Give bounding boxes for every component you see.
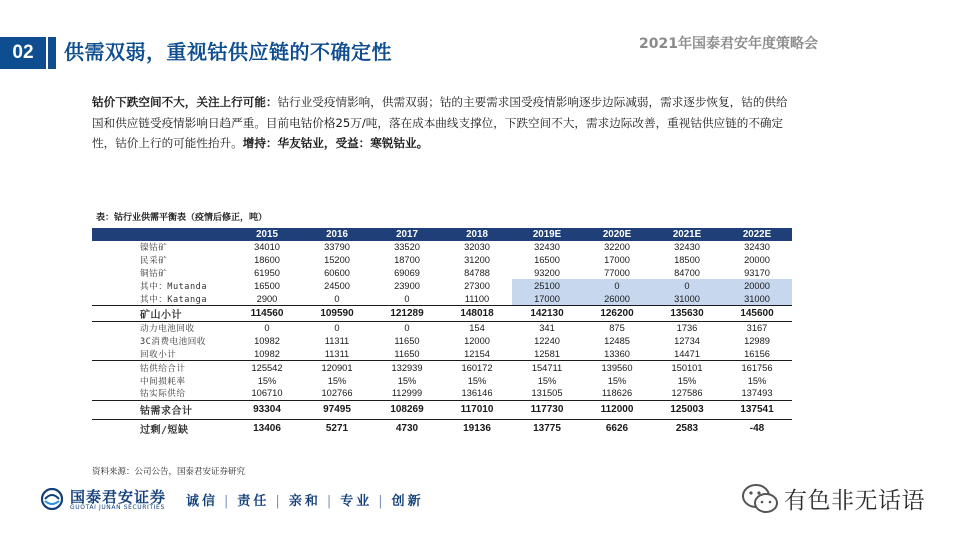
row-label: 过剩/短缺 — [92, 419, 232, 438]
table-cell: 11311 — [324, 348, 350, 359]
table-header-cell: 2020E — [582, 228, 652, 241]
table-cell: 148018 — [442, 305, 512, 321]
summary-paragraph — [92, 92, 792, 154]
motto-item: 亲和 — [288, 494, 321, 509]
table-cell: 154 — [442, 321, 512, 334]
table-cell: 32200 — [604, 242, 630, 253]
table-row — [92, 400, 792, 419]
table-cell: 15% — [257, 375, 277, 386]
table-cell: 18600 — [254, 255, 280, 266]
watermark-text: 有色非无话语 — [784, 488, 925, 514]
table-cell: 31000 — [722, 292, 792, 305]
table-row — [92, 241, 792, 254]
table-cell: 102766 — [321, 388, 353, 399]
table-cell: 15200 — [324, 255, 350, 266]
table-cell: 20000 — [722, 279, 792, 292]
table-header-cell: 2015 — [232, 228, 302, 241]
table-cell: 93304 — [232, 400, 302, 419]
table-cell: 139560 — [582, 361, 652, 374]
table-cell: 31200 — [464, 255, 490, 266]
row-label: 镍钴矿 — [140, 243, 168, 254]
table-cell: 16156 — [744, 348, 770, 359]
table-cell: 0 — [232, 321, 302, 334]
table-cell: 0 — [582, 279, 652, 292]
table-cell: 135630 — [652, 305, 722, 321]
table-cell: 20000 — [744, 255, 770, 266]
table-cell: 160172 — [442, 361, 512, 374]
table-cell: 10982 — [254, 336, 280, 347]
table-cell: 15% — [327, 375, 347, 386]
table-cell: 125542 — [232, 361, 302, 374]
table-row — [92, 387, 792, 400]
table-cell: 109590 — [302, 305, 372, 321]
brand-motto: 诚信 | 责任 | 亲和 | 专业 | 创新 — [186, 494, 424, 509]
row-label: 钴实际供给 — [140, 389, 186, 400]
row-label: 民采矿 — [140, 256, 168, 267]
table-row — [92, 279, 792, 292]
motto-item: 责任 — [237, 494, 270, 509]
table-cell: 118626 — [601, 388, 633, 399]
table-cell: 15% — [467, 375, 487, 386]
table-cell: 875 — [582, 321, 652, 334]
table-cell: 11311 — [324, 336, 350, 347]
table-cell: 69069 — [394, 267, 420, 278]
summary-body: 钴行业受疫情影响，供需双弱；钴的主要需求国受疫情影响逐步边际减弱，需求逐步恢复，钴的供给国和供应链受疫情影响日趋严重。目前电钴价格25万/吨，落在成本曲线支撑位，下跌空间不大，需求边际改善，重视钴供应链的不确定性，钴价上行的可能性抬升。 — [92, 95, 788, 150]
page-title: 供需双弱，重视钴供应链的不确定性 — [64, 40, 392, 64]
table-cell: 61950 — [254, 267, 280, 278]
table-cell: 15% — [397, 375, 417, 386]
table-cell: 15% — [677, 375, 697, 386]
table-header-cell: 2016 — [302, 228, 372, 241]
row-label: 钴供给合计 — [92, 361, 232, 374]
table-cell: 18500 — [674, 255, 700, 266]
table-cell: 93200 — [534, 267, 560, 278]
table-cell: 12154 — [464, 348, 490, 359]
motto-item: 诚信 — [186, 494, 219, 509]
table-cell: 112000 — [582, 400, 652, 419]
row-label: 3C消费电池回收 — [140, 337, 206, 348]
table-cell: 84700 — [674, 267, 700, 278]
table-cell: 150101 — [652, 361, 722, 374]
table-cell: 127586 — [671, 388, 703, 399]
table-cell: 10982 — [254, 348, 280, 359]
motto-item: 创新 — [391, 494, 424, 509]
section-number-badge: 02 — [0, 37, 46, 69]
table-cell: 15% — [607, 375, 627, 386]
row-label: 动力电池回收 — [92, 321, 232, 334]
table-header-cell: 2017 — [372, 228, 442, 241]
table-cell: 31000 — [652, 292, 722, 305]
row-label: 铜钴矿 — [140, 268, 168, 279]
row-label: 钴需求合计 — [92, 400, 232, 419]
table-row — [92, 321, 792, 334]
guotai-junan-logo-icon — [40, 488, 64, 510]
table-cell: 154711 — [512, 361, 582, 374]
table-cell: 2900 — [256, 293, 278, 304]
table-cell: 13406 — [232, 419, 302, 438]
table-cell: 13360 — [604, 348, 630, 359]
table-cell: 33520 — [394, 242, 420, 253]
table-cell: 161756 — [722, 361, 792, 374]
table-cell: 5271 — [302, 419, 372, 438]
table-cell: 126200 — [582, 305, 652, 321]
table-cell: 97495 — [302, 400, 372, 419]
table-header-cell: 2019E — [512, 228, 582, 241]
table-cell: 137493 — [741, 388, 773, 399]
brand-name-en: GUOTAI JUNAN SECURITIES — [70, 504, 165, 511]
table-cell: 34010 — [254, 242, 280, 253]
row-label: 其中：Mutanda — [140, 281, 207, 292]
table-cell: 11100 — [464, 293, 490, 304]
table-cell: 2583 — [652, 419, 722, 438]
table-cell: 32430 — [674, 242, 700, 253]
table-row — [92, 292, 792, 305]
table-cell: 114560 — [232, 305, 302, 321]
table-cell: 14471 — [674, 348, 700, 359]
table-cell: 0 — [404, 293, 410, 304]
row-label: 回收小计 — [140, 349, 177, 360]
supply-demand-table — [92, 228, 792, 438]
table-cell: 12989 — [744, 336, 770, 347]
table-header-row — [92, 228, 792, 241]
table-cell: 16500 — [254, 280, 280, 291]
table-header-cell: 2021E — [652, 228, 722, 241]
row-label: 中间损耗率 — [140, 376, 186, 387]
table-row — [92, 254, 792, 267]
table-cell: 106710 — [251, 388, 283, 399]
table-cell: 27300 — [464, 280, 490, 291]
table-cell: 132939 — [372, 361, 442, 374]
table-cell: 137541 — [722, 400, 792, 419]
table-cell: 77000 — [604, 267, 630, 278]
table-cell: 25100 — [512, 279, 582, 292]
table-cell: 24500 — [324, 280, 350, 291]
table-header-cell: 2022E — [722, 228, 792, 241]
table-cell: 6626 — [582, 419, 652, 438]
table-cell: 15% — [537, 375, 557, 386]
wechat-icon — [740, 482, 780, 516]
table-cell: 125003 — [652, 400, 722, 419]
table-row — [92, 361, 792, 374]
table-cell: 13775 — [512, 419, 582, 438]
table-row — [92, 348, 792, 361]
table-cell: 121289 — [372, 305, 442, 321]
table-cell: 17000 — [604, 255, 630, 266]
event-title: 2021年国泰君安年度策略会 — [639, 36, 818, 52]
table-cell: 131505 — [531, 388, 563, 399]
table-source: 资料来源：公司公告，国泰君安证券研究 — [92, 467, 246, 477]
table-cell: 0 — [334, 293, 340, 304]
table-cell: 12240 — [534, 336, 560, 347]
table-cell: 23900 — [394, 280, 420, 291]
table-cell: 12485 — [604, 336, 630, 347]
summary-rating: 增持：华友钴业，受益：寒锐钴业。 — [242, 136, 429, 150]
table-cell: 0 — [372, 321, 442, 334]
table-cell: 0 — [652, 279, 722, 292]
table-cell: 15% — [747, 375, 767, 386]
table-cell: 19136 — [442, 419, 512, 438]
table-cell: 1736 — [652, 321, 722, 334]
row-label: 其中：Katanga — [140, 294, 207, 305]
table-cell: 120901 — [302, 361, 372, 374]
table-cell: 112999 — [391, 388, 423, 399]
table-row — [92, 267, 792, 280]
table-cell: 32030 — [464, 242, 490, 253]
table-cell: 108269 — [372, 400, 442, 419]
table-cell: 11650 — [394, 336, 420, 347]
table-cell: 33790 — [324, 242, 350, 253]
table-cell: 60600 — [324, 267, 350, 278]
table-cell: 93170 — [744, 267, 770, 278]
table-cell: 17000 — [512, 292, 582, 305]
table-cell: 84788 — [464, 267, 490, 278]
table-cell: 18700 — [394, 255, 420, 266]
table-cell: 142130 — [512, 305, 582, 321]
brand-name-cn: 国泰君安证券 — [70, 488, 167, 506]
summary-lead: 钴价下跌空间不大，关注上行可能： — [92, 95, 278, 109]
row-label: 矿山小计 — [92, 305, 232, 321]
table-cell: 0 — [302, 321, 372, 334]
table-cell: 12581 — [534, 348, 560, 359]
table-row — [92, 374, 792, 387]
table-cell: 136146 — [461, 388, 493, 399]
table-cell: 12000 — [464, 336, 490, 347]
table-cell: 3167 — [722, 321, 792, 334]
table-cell: 145600 — [722, 305, 792, 321]
table-cell: 117730 — [512, 400, 582, 419]
table-cell: 16500 — [534, 255, 560, 266]
table-cell: 32430 — [744, 242, 770, 253]
table-row — [92, 335, 792, 348]
table-row — [92, 305, 792, 321]
motto-item: 专业 — [340, 494, 373, 509]
table-cell: 32430 — [534, 242, 560, 253]
table-caption: 表：钴行业供需平衡表（疫情后修正，吨） — [96, 213, 268, 223]
table-header-cell: 2018 — [442, 228, 512, 241]
table-cell: 11650 — [394, 348, 420, 359]
table-cell: 117010 — [442, 400, 512, 419]
table-cell: 341 — [512, 321, 582, 334]
table-cell: 26000 — [582, 292, 652, 305]
header-accent-stripe — [48, 37, 56, 69]
table-cell: 4730 — [372, 419, 442, 438]
table-cell: -48 — [722, 419, 792, 438]
table-cell: 12734 — [674, 336, 700, 347]
table-header-cell — [92, 228, 232, 241]
table-row — [92, 419, 792, 438]
